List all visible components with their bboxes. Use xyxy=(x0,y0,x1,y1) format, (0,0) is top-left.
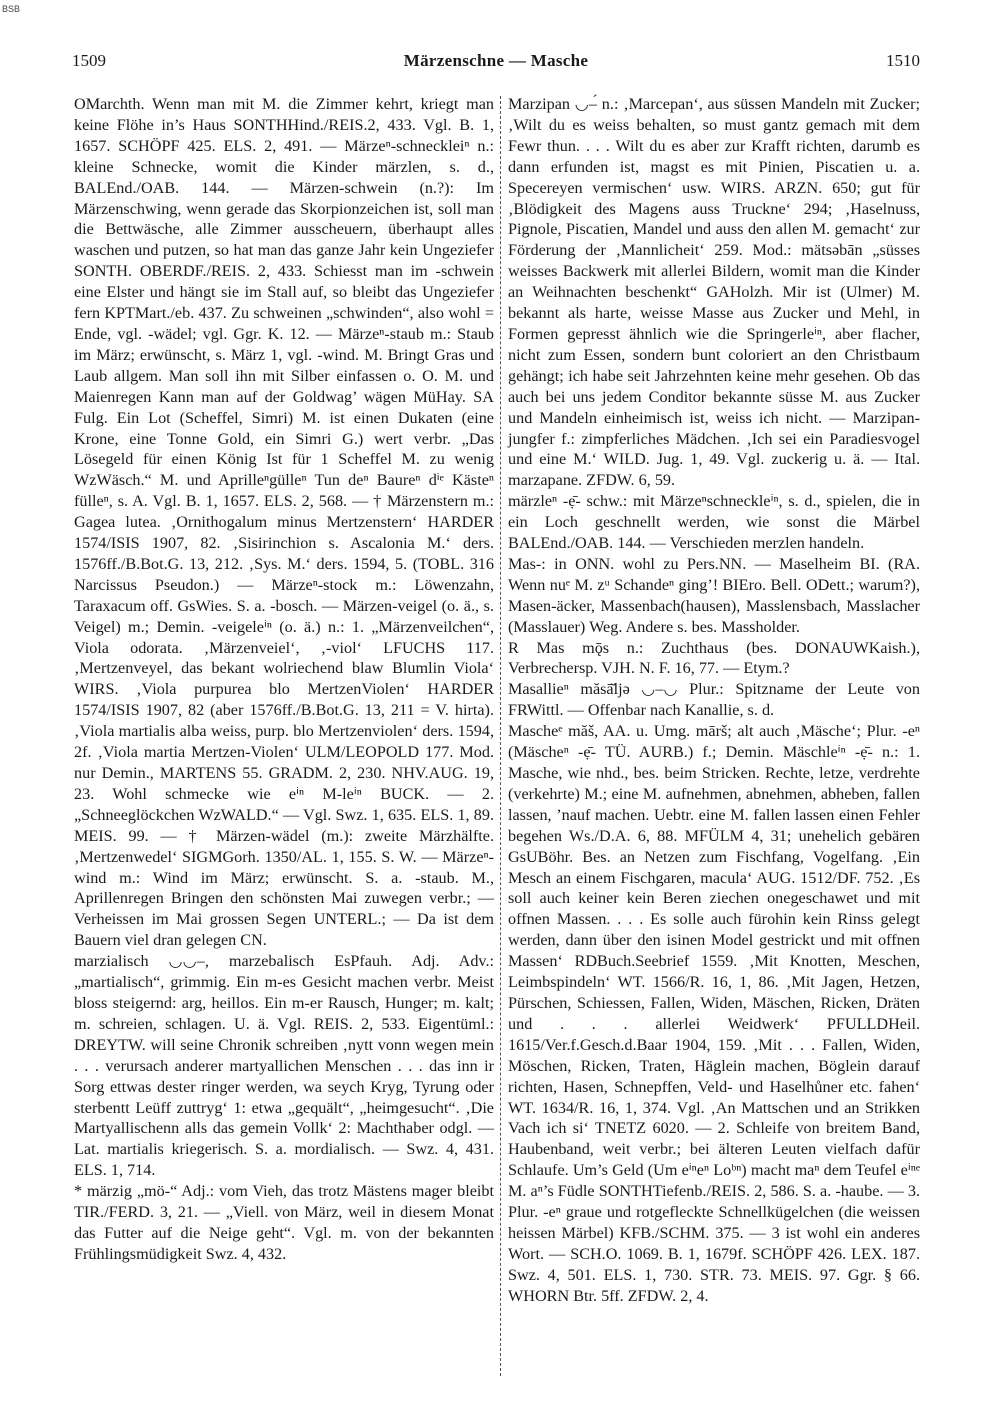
page-header xyxy=(72,48,920,74)
entry-mas-zuchthaus: R Mas mǭs n.: Zuchthaus (bes. DONAUWKaish.), Verbrechersp. VJH. N. F. 16, 77. — Etym.? xyxy=(508,638,920,678)
entry-marzipan: Marzipan ◡–́ n.: ‚Marcepan‘, aus süssen Mandeln mit Zucker; ‚Wilt du es weiss behalten, so must gantz gemach mit dem Fewr thun. . . . Wilt du es aber zur Krafft richten, darumb es dann erfunden ist, magst es mit Pinien, Piscatien u. a. Specereyen vermischen‘ usw. WIRS. ARZN. 650; gut für ‚Blödigkeit des Magens auss Truckne‘ 294; ‚Haselnuss, Pignole, Piscatien, Mandel und auss den allen M. gemacht‘ zur Förderung der ‚Mannlicheit‘ 259. Mod.: mätsəbān „süsses weisses Backwerk mit allerlei Bildern, womit man die Kinder an Weihnachten beschenkt“ GAHolzh. Mir ist (Ulmer) M. bekannt als harte, weisse Masse aus Zucker und Mehl, in Formen gepresst ähnlich wie die Springerleⁱⁿ, aber flacher, nicht zum Essen, sondern bunt coloriert an den Christbaum gehängt; ich habe seit Jahrzehnten keine mehr gesehen. Ob das auch bei uns jedem Conditor bekannte süsse M. aus Zucker und Mandeln einheimisch ist, weiss ich nicht. — Marzipan-jungfer f.: zimpferliches Mädchen. ‚Ich sei ein Paradiesvogel und eine M.‘ WILD. Jug. 1, 49. Vgl. zuckerig u. ä. — Ital. marzapane. ZFDW. 6, 59. xyxy=(508,95,920,490)
left-column xyxy=(74,94,494,1265)
entry-mas: Mas-: in ONN. wohl zu Pers.NN. — Maselheim BI. (RA. Wenn nuᵉ M. zᵘ Schandeⁿ ging’! BIEro. Bell. ODett.; warum?), Masen-äcker, Massenbach(hausen), Masslensbach, Masslacher (Masslauer) Weg. Andere s. bes. Massholder. xyxy=(508,554,920,636)
entry-marzialisch: marzialisch ◡◡–, marzebalisch EsPfauh. Adj. Adv.: „martialisch“, grimmig. Ein m-es Gesicht machen verbr. Meist bloss steigernd: arg, heillos. Ein m-er Rausch, Hunger; m. kalt; m. schreien, schlagen. U. ä. Vgl. REIS. 2, 533. Eigentüml.: DREYTW. will seine Chronik schreiben ‚nytt vonn wegen mein . . . verursach anderer martyallichen Menschen . . . das inn ir Sorg ettwas dester ringer werden, wa seych Kryg, Tyrung oder sterbentt Leüff zuttryg‘ 1: etwa „gequält“, „heimgesucht“. ‚Die Martyallischenn alls das gemein Vollk‘ 2: Machthaber odgl. — Lat. martialis kriegerisch. S. a. mordialisch. — Swz. 4, 431. ELS. 1, 714. xyxy=(74,952,494,1180)
entry-maerzig: * märzig „mö-“ Adj.: vom Vieh, das trotz Mästens mager bleibt TIR./FERD. 3, 21. — „Viell. von März, weil in diesem Monat das Futter auf die Neige geht“. Vgl. m. von der bekannten Frühlingsmüdigkeit Swz. 4, 432. xyxy=(74,1182,494,1263)
column-divider xyxy=(500,96,501,1376)
entry-masche: Mascheᵉ măš, AA. u. Umg. mārš; alt auch ‚Mäsche‘; Plur. -eⁿ (Mäscheⁿ -ẹ̄- TÜ. AURB.) f.; Demin. Mäschleⁱⁿ -ẹ̄- n.: 1. Masche, wie nhd., bes. beim Stricken. Rechte, letze, verdrehte (verkehrte) M.; eine M. aufnehmen, abnehmen, abheben, fallen lassen, ’nauf machen. Uebtr. eine M. fallen lassen einen Fehler begehen Ws./D.A. 6, 88. MFÜLM 4, 31; unehelich gebären GsUBöhr. Bes. an Netzen zum Fischfang, Vogelfang. ‚Ein Mesch an einem Fischgaren, macula‘ AUG. 1512/DF. 752. ‚Es soll auch keiner kein Beren ziechen onegeschawet und mit offnen Massen. . . . Es solle auch fürohin kein Rinss gelegt werden, dann über den isinen Model gestrickt und mit offnen Massen‘ RDBuch.Seebrief 1559. ‚Mit Knotten, Meschen, Leimbspindeln‘ WT. 1566/R. 16, 1, 86. ‚Mit Jagen, Hetzen, Pürschen, Schiessen, Fallen, Widen, Mäschen, Ricken, Dräten und . . . allerlei Weidwerk‘ PFULLDHeil. 1615/Ver.f.Gesch.d.Baar 1904, 159. ‚Mit . . . Fallen, Widen, Möschen, Ricken, Traten, Häglein machen, Böglein darauf richten, Hasen, Schnepffen, Veld- und Haselhůner etc. fahen‘ WT. 1634/R. 16, 1, 374. Vgl. ‚An Mattschen und an Strikken Vach ich si‘ TNETZ 6020. — 2. Schleife von breitem Band, Haubenband, weit verbr.; bei älteren Leuten vielfach dafür Schlaufe. Um’s Geld (Um eⁱⁿeⁿ Loᵇⁿ) macht maⁿ dem Teufel eⁱⁿᵉ M. aⁿ’s Füdle SONTHTiefenb./REIS. 2, 586. S. a. -haube. — 3. Plur. -eⁿ graue und rotgefleckte Schnellkügelchen (die weissen heissen Märbel) KFB./SCHM. 375. — 3 ist wohl ein anderes Wort. — SCH.O. 1069. B. 1, 1679f. SCHÖPF 426. LEX. 187. Swz. 4, 501. ELS. 1, 730. STR. 73. MEIS. 97. Ggr. § 66. WHORN Btr. 5ff. ZFDW. 2, 4. xyxy=(508,722,920,1305)
right-page-number: 1510 xyxy=(886,51,920,70)
entry-maerzlen: märzleⁿ -ẹ̄- schw.: mit Märzeⁿschneckleⁱⁿ, s. d., spielen, die in ein Loch geschnellt werden, wie sonst die Märbel BALEnd./OAB. 144. — Verschieden merzlen handeln. xyxy=(508,492,920,553)
right-column xyxy=(508,94,920,1307)
left-page-number: 1509 xyxy=(72,51,106,70)
library-stamp: BSB xyxy=(2,4,21,14)
running-title: Märzenschne — Masche xyxy=(403,51,589,70)
entry-maerzen-compounds: OMarchth. Wenn man mit M. die Zimmer kehrt, kriegt man keine Flöhe in’s Haus SONTHHind./REIS.2, 433. Vgl. B. 1, 1657. SCHÖPF 425. ELS. 2, 491. — Märzeⁿ-schneckleiⁿ n.: kleine Schnecke, womit die Kinder märzlen, s. d., BALEnd./OAB. 144. — Märzen-schwein (n.?): Im Märzenschwing, wenn gerade das Skorpionzeichen ist, soll man die Bettwäsche, alle Zimmer ausscheuern, überhaupt alles waschen und putzen, so hat man das ganze Jahr kein Ungeziefer SONTH. OBERDF./REIS. 2, 433. Schiesst man im -schwein eine Elster und hängt sie im Stall auf, so bleibt das Ungeziefer fern KPTMart./eb. 437. Zu schweinen „schwinden“, also wohl = Ende, vgl. -wädel; vgl. Ggr. K. 12. — Märzeⁿ-staub m.: Staub im März; erwünscht, s. März 1, vgl. -wind. M. Bringt Gras und Laub allgem. Man soll ihn mit Silber einfassen o. O. M. und Maienregen Kann man auf der Goldwag’ wägen MüHay. SA Fulg. Ein Lot (Scheffel, Simri) M. ist einen Dukaten (eine Krone, eine Tonne Gold, ein Simri G.) wert verbr. „Das Lösegeld für einen König Ist für 1 Scheffel M. zu wenig WzWäsch.“ M. und Aprilleⁿgülleⁿ Tun deⁿ Baureⁿ dⁱᵉ Kästeⁿ fülleⁿ, s. A. Vgl. B. 1, 1657. ELS. 2, 568. — † Märzenstern m.: Gagea lutea. ‚Ornithogalum minus Mertzenstern‘ HARDER 1574/ISIS 1907, 82. ‚Sisirinchion s. Ascalonia M.‘ ders. 1576ff./B.Bot.G. 13, 212. ‚Sys. M.‘ ders. 1594, 5. (TOBL. 316 Narcissus Pseudon.) — Märzeⁿ-stock m.: Löwenzahn, Taraxacum off. GsWies. S. a. -bosch. — Märzen-veigel (o. ä., s. Veigel) m.; Demin. -veigeleⁱⁿ (o. ä.) n.: 1. „Märzenveilchen“, Viola odorata. ‚Märzenveiel‘, ‚-viol‘ LFUCHS 117. ‚Mertzenveyel, das bekant wolriechend blaw Blumlin Viola‘ WIRS. ‚Viola purpurea blo MertzenViolen‘ HARDER 1574/ISIS 1907, 82 (aber 1576ff./B.Bot.G. 13, 211 = V. hirta). ‚Viola martialis alba weiss, purp. blo Mertzenviolen‘ ders. 1594, 2f. ‚Viola martia Mertzen-Violen‘ ULM/LEOPOLD 177. Mod. nur Demin., MARTENS 55. GRADM. 2, 230. NHV.AUG. 19, 23. Wohl schmecke wie eⁱⁿ M-leⁱⁿ BUCK. — 2. „Schneeglöckchen WzWALD.“ — Vgl. Swz. 1, 635. ELS. 1, 89. MEIS. 99. — † Märzen-wädel (m.): zweite Märzhälfte. ‚Mertzenwedel‘ SIGMGorh. 1350/AL. 1, 155. S. W. — Märzeⁿ-wind m.: Wind im März; erwünscht. S. a. -staub. M., Aprillenregen Bringen den schönsten Mai zuwegen verbr.; — Verheissen im Mai grossen Segen UNTERL.; — Da ist dem Bauern viel dran gelegen CN. xyxy=(74,95,494,950)
entry-masallien: Masallieⁿ măsā̆ljə ◡–◡ Plur.: Spitzname der Leute von FRWittl. — Offenbar nach Kanallie, s. d. xyxy=(508,680,920,720)
